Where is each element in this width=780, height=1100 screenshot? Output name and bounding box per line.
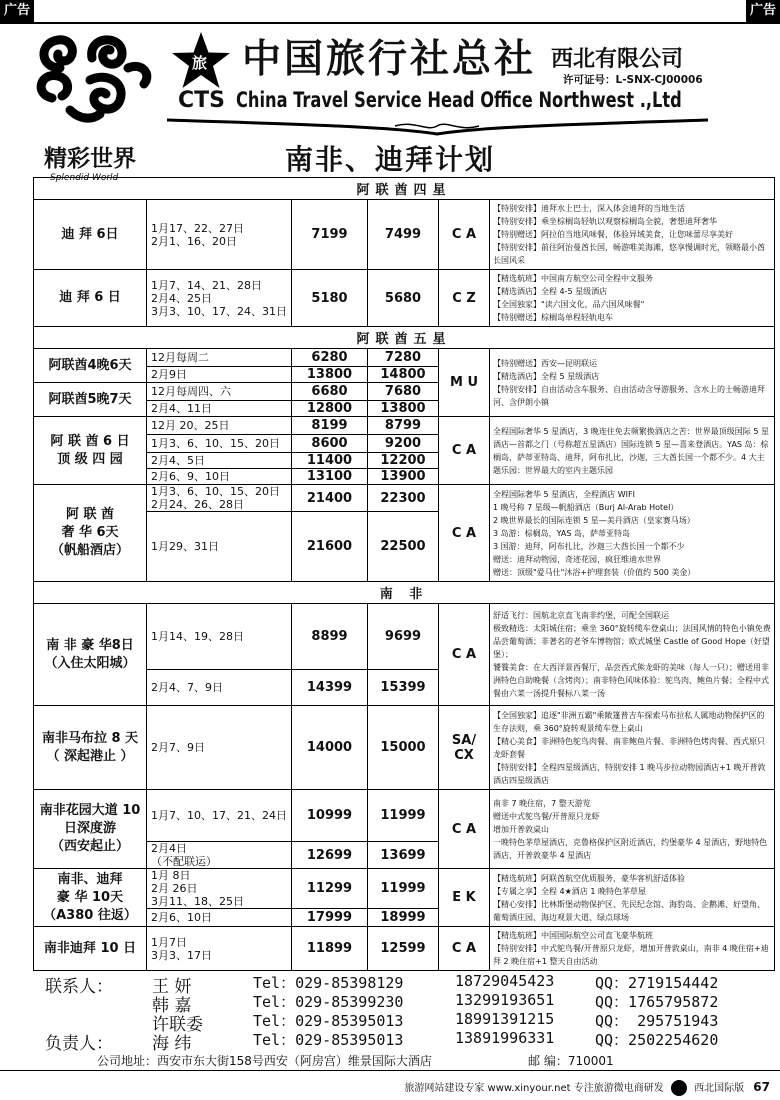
price-alt: 14800	[368, 367, 439, 383]
departure-dates	[147, 512, 292, 582]
tour-name-line: （西安起止）	[50, 839, 129, 854]
price-adult: 11400	[292, 453, 368, 469]
header-rule	[0, 22, 780, 24]
price-adult: 17999	[292, 909, 368, 927]
tour-name: 迪 拜 6 日	[34, 270, 147, 327]
airline-code: E K	[439, 869, 490, 927]
highlight-line: 2 晚世界最长的国际连锁 5 星—美丹酒店（皇家赛马场）	[493, 515, 695, 525]
tour-name-line: （A380 往返）	[43, 907, 137, 923]
cloud-swirl-icon	[30, 28, 160, 128]
date-line: 1月3、6、10、15、20日	[151, 437, 280, 450]
highlight-line: 【精选酒店】全程 4-5 星级酒店	[493, 287, 608, 296]
date-line: 1月17、22、27日	[151, 221, 244, 235]
highlight-line: 【精心美食】非洲特色鸵鸟肉餐、南非鲍鱼片餐、非洲特色烤肉餐、西式原只龙虾套餐	[493, 736, 765, 759]
tour-name	[34, 417, 147, 485]
itinerary-table	[33, 177, 775, 971]
highlight-line: 1 晚号称 7 星级—帆船酒店（Burj Al-Arab Hotel）	[493, 502, 679, 512]
departure-dates	[147, 927, 292, 971]
contact-mobile: 13891996331	[455, 1029, 555, 1047]
date-line: （不配联运）	[151, 855, 217, 868]
highlight-line: 赠送中式鸵鸟餐/开普原只龙虾	[493, 811, 600, 821]
contact-tel: Tel：029-85399230	[253, 993, 404, 1011]
date-line: 2月 26日	[151, 882, 198, 895]
highlight-line: 【精选航班】中国国际航空公司直飞豪华航班	[493, 931, 653, 940]
tour-name	[34, 485, 147, 582]
date-line: 2月4日	[151, 842, 187, 855]
price-alt: 15399	[368, 670, 439, 706]
airline-code: C A	[439, 927, 490, 971]
departure-dates	[147, 670, 292, 706]
contact-row	[35, 1010, 775, 1035]
price-adult: 10999	[292, 790, 368, 842]
highlight-line: 一晚特色茅草屋酒店，克鲁格保护区附近酒店，约堡豪华 4 星酒店，野地特色酒店，开普敦豪华 4 星酒店	[493, 837, 768, 860]
section-row	[34, 582, 775, 604]
footer-brand: 西北国际版	[694, 1083, 745, 1094]
tour-name: 阿联酋5晚7天	[34, 383, 147, 417]
table-row	[34, 790, 775, 842]
star-mark: 旅	[192, 54, 208, 72]
departure-dates	[147, 435, 292, 453]
highlight-line: 【全国独家】追逐"非洲五霸"乘敞篷普吉车探索马布拉私人属地动物保护区的生存法则，乘 360°旋转观景缆车登上桌山	[493, 710, 765, 733]
contact-tel: Tel：029-85395013	[253, 1012, 404, 1030]
departure-dates	[147, 604, 292, 670]
price-adult: 6280	[292, 349, 368, 367]
table-row	[34, 927, 775, 971]
price-alt: 18999	[368, 909, 439, 927]
section-row	[34, 178, 775, 200]
tour-name: 南非迪拜 10 日	[34, 927, 147, 971]
date-line: 1月7日	[151, 935, 187, 949]
highlight-line: 饕餮美食：在大西洋景西餐厅，品尝西式熊龙虾的美味（每人一只）；赠送用非洲特色自助晚餐（含烤肉）；南非特色风味体验：鸵鸟肉、鲍鱼片餐；全程中式餐由六菜一汤提升餐标八菜一汤	[493, 663, 769, 698]
highlight-line: 【全国独家】"读六国文化，品六国风味餐"	[493, 300, 645, 309]
price-adult: 8199	[292, 417, 368, 435]
contact-qq: QQ：2502254620	[595, 1031, 719, 1049]
airline-code: C A	[439, 790, 490, 869]
price-adult: 13100	[292, 469, 368, 485]
section-row	[34, 327, 775, 349]
contact-mobile: 18729045423	[455, 972, 555, 990]
highlight-line: 【特别安排】全程四星级酒店，特别安排 1 晚马步拉动物园酒店+1 晚开普敦酒店四星级酒店	[493, 762, 766, 785]
tour-name-line: 顶 级 四 园	[57, 451, 123, 467]
departure-dates	[147, 453, 292, 469]
price-alt: 22500	[368, 512, 439, 582]
date-line: 3月3、17日	[151, 948, 212, 962]
highlight-line: 3 岛游：棕榈岛，YAS 岛，萨蒂亚特岛	[493, 528, 630, 538]
tour-highlights	[490, 927, 775, 971]
highlight-line: 【特别安排】迪拜水上巴士，深入体会迪拜的当地生活	[493, 204, 685, 213]
footer-logo-icon	[671, 1080, 687, 1096]
highlight-line: 赠送：迪拜动物园，奇迹花园，疯狂维迪水世界	[493, 554, 661, 564]
departure-dates	[147, 842, 292, 869]
footer	[404, 1079, 770, 1096]
section-header: 阿联酋四星	[34, 178, 775, 200]
decorative-wave-icon	[165, 114, 710, 138]
tour-name-line: 奢 华 6天	[61, 525, 119, 540]
tour-highlights	[490, 604, 775, 706]
table-row	[34, 349, 775, 367]
contacts	[35, 972, 775, 1054]
highlight-line: 【特别赠送】阿拉伯当地风味餐，体验异域美食，让您味蕾尽享美好	[493, 230, 733, 239]
brand-cn: 精彩世界	[44, 145, 136, 172]
contact-mobile: 18991391215	[455, 1010, 555, 1028]
section-header: 阿联酋五星	[34, 327, 775, 349]
highlight-line: 全程国际奢华 5 星酒店，全程酒店 WIFI	[493, 489, 635, 499]
date-line: 12月每周二	[151, 351, 209, 364]
page-number: 67	[753, 1080, 770, 1094]
contact-row	[35, 972, 775, 997]
date-line: 1月29、31日	[151, 540, 219, 553]
contact-tel: Tel：029-85395013	[253, 1031, 404, 1049]
highlight-line: 【精选酒店】全程 5 星级酒店	[493, 371, 600, 381]
date-line: 12月每周四、六	[151, 385, 231, 398]
tour-name-line: 阿 联 酋	[65, 507, 115, 522]
airline-line: CX	[454, 747, 474, 763]
highlight-line: 全程国际奢华 5 星酒店，3 晚连住免去频繁换酒店之苦：世界最顶级国际 5 星酒店—首都之门（号称超五星酒店）国际连锁 5 星—喜来登酒店。YAS 岛：棕榈岛，萨蒂亚特岛、迪拜，阿布扎比，沙迦，三大酋长国一个都不少。4 大主题乐园：世界最大的室内主题乐园	[493, 426, 769, 475]
highlight-line: 【精心安排】比林斯堡动物保护区、先民纪念馆、海豹岛、企鹅滩、好望角、葡萄酒庄园、海边观景大道、绿点球场	[493, 899, 765, 922]
date-line: 1月3、6、10、15、20日	[151, 485, 280, 498]
price-adult: 11899	[292, 927, 368, 971]
date-line: 1月7、10、17、21、24日	[151, 809, 287, 822]
table-row	[34, 706, 775, 790]
highlight-line: 【特别赠送】棕榈岛单程轻轨电车	[493, 313, 613, 322]
price-adult: 8600	[292, 435, 368, 453]
price-adult: 12699	[292, 842, 368, 869]
company-address: 公司地址：西安市东大街158号西安（阿房宫）维景国际大酒店	[97, 1054, 432, 1068]
price-adult: 13800	[292, 367, 368, 383]
tour-highlights	[490, 790, 775, 869]
airline-code: C A	[439, 417, 490, 485]
date-line: 2月7、9日	[151, 741, 205, 754]
contact-name: 韩 嘉	[152, 996, 192, 1016]
price-adult: 21400	[292, 485, 368, 512]
airline-line: SA/	[451, 732, 477, 748]
table-row	[34, 270, 775, 327]
price-alt: 13800	[368, 401, 439, 417]
date-line: 2月4、7、9日	[151, 681, 223, 694]
highlight-line: 【专属之享】全程 4★酒店 1 晚特色茅草屋	[493, 886, 646, 896]
highlight-line: 舒适飞行：国航北京直飞南非约堡，可配全国联运	[493, 611, 669, 620]
price-alt: 5680	[368, 270, 439, 327]
highlight-line: 【精选航班】阿联酋航空优质服务，豪华客机舒适体验	[493, 873, 685, 883]
date-line: 1月14、19、28日	[151, 630, 244, 643]
price-alt: 15000	[368, 706, 439, 790]
contact-name: 许联委	[152, 1015, 203, 1035]
highlight-line: 【精选航班】中国南方航空公司全程中文服务	[493, 274, 653, 283]
price-adult: 6680	[292, 383, 368, 401]
highlight-line: 3 国游：迪拜，阿布扎比，沙迦三大酋长国一个都不少	[493, 541, 685, 551]
tour-highlights	[490, 706, 775, 790]
highlight-line: 【特别安排】中式鸵鸟餐/开普原只龙虾，增加开普敦桌山，南非 4 晚住宿+迪拜 2 晚住宿+1 整天自由活动	[493, 944, 769, 966]
highlight-line: 【特别安排】前往阿治曼酋长国，畅游唯美海滩，悠享慢调时光，领略最小酋长国风采	[493, 243, 765, 265]
departure-dates	[147, 417, 292, 435]
footer-rule	[0, 1070, 780, 1071]
airline-code: C Z	[439, 270, 490, 327]
tour-highlights	[490, 349, 775, 417]
price-alt: 11999	[368, 790, 439, 842]
date-line: 2月24、26、28日	[151, 498, 244, 511]
date-line: 2月4、25日	[151, 291, 212, 305]
highlight-line: 【特别安排】乘坐棕榈岛轻轨以观察棕榈岛全貌，奢想迪拜奢华	[493, 217, 717, 226]
tour-name-line: （入住太阳城）	[44, 655, 136, 671]
highlight-line: 【特别安排】自由活动含车服务、自由活动含导游服务、含水上的士畅游迪拜河、含伊朗小镇	[493, 384, 765, 407]
price-alt: 7680	[368, 383, 439, 401]
date-line: 2月6、10日	[151, 911, 212, 924]
contact-name: 海 纬	[152, 1034, 192, 1054]
departure-dates	[147, 706, 292, 790]
tour-name	[34, 706, 147, 790]
price-alt: 9699	[368, 604, 439, 670]
section-header: 南 非	[34, 582, 775, 604]
tour-name-line: （ 深起港止 ）	[46, 748, 134, 764]
price-alt: 11999	[368, 869, 439, 909]
airline-code: C A	[439, 200, 490, 270]
price-adult: 5180	[292, 270, 368, 327]
date-line: 3月11、18、25日	[151, 895, 244, 908]
cts-abbr: CTS	[178, 88, 225, 113]
tour-name	[34, 790, 147, 869]
departure-dates	[147, 401, 292, 417]
price-adult: 12800	[292, 401, 368, 417]
tour-name	[34, 869, 147, 927]
tour-highlights	[490, 869, 775, 927]
brand-en: Splendid World	[50, 173, 119, 183]
highlight-line: 赠送：顶级"爱马仕"沐浴+护理套装（价值约 500 美金）	[493, 567, 696, 577]
price-alt: 12599	[368, 927, 439, 971]
company-cn: 中国旅行社总社	[242, 36, 537, 82]
departure-dates	[147, 469, 292, 485]
highlight-line: 南非 7 晚住宿，7 整天游览	[493, 798, 591, 808]
tour-name: 迪 拜 6日	[34, 200, 147, 270]
price-adult: 11299	[292, 869, 368, 909]
contact-qq: QQ：1765795872	[595, 993, 719, 1011]
departure-dates	[147, 869, 292, 909]
table-row	[34, 604, 775, 670]
contact-tel: Tel：029-85398129	[253, 974, 404, 992]
price-adult: 8899	[292, 604, 368, 670]
airline-code: C A	[439, 604, 490, 706]
departure-dates	[147, 367, 292, 383]
date-line: 2月1、16、20日	[151, 234, 237, 248]
tour-name-line: 南非马布拉 8 天	[41, 730, 139, 746]
price-alt: 9200	[368, 435, 439, 453]
tour-name-line: 日深度游	[63, 821, 116, 836]
airline-code: M U	[439, 349, 490, 417]
contact-row	[35, 1029, 775, 1054]
highlight-line: 极致精选：太阳城住宿；乘坐 360°旋转缆车登桌山；法国风情的特色小镇免费品尝葡萄酒；非著名的老爷车博物馆；欧式城堡 Castle of Good Hope（好望堡）；	[493, 624, 771, 659]
contact-qq: QQ： 295751943	[595, 1012, 719, 1030]
tour-name-line: 阿 联 酋 6 日	[50, 433, 130, 449]
date-line: 2月4、11日	[151, 402, 212, 415]
date-line: 3月3、10、17、24、31日	[151, 304, 287, 318]
departure-dates	[147, 270, 292, 327]
departure-dates	[147, 790, 292, 842]
ad-label-left: 广告	[0, 0, 34, 22]
footer-text: 旅游网站建设专家 www.xinyour.net 专注旅游微电商研发	[404, 1083, 664, 1094]
price-alt: 22300	[368, 485, 439, 512]
airline-code: C A	[439, 485, 490, 582]
date-line: 2月4、5日	[151, 454, 205, 467]
price-alt: 7280	[368, 349, 439, 367]
company-en: China Travel Service Head Office Northwest .,Ltd	[236, 88, 682, 112]
date-line: 2月9日	[151, 368, 187, 381]
price-alt: 13900	[368, 469, 439, 485]
departure-dates	[147, 485, 292, 512]
airline-code	[439, 706, 490, 790]
contact-name: 王 妍	[152, 977, 192, 997]
table-row	[34, 417, 775, 435]
price-alt: 12200	[368, 453, 439, 469]
price-adult: 21600	[292, 512, 368, 582]
tour-name-line: 南非花园大道 10	[39, 803, 141, 818]
tour-name-line: 南非、迪拜	[57, 871, 123, 887]
table-row	[34, 200, 775, 270]
tour-name: 阿联酋4晚6天	[34, 349, 147, 383]
tour-highlights	[490, 200, 775, 270]
highlight-line: 增加开普敦桌山	[493, 824, 549, 834]
price-alt: 7499	[368, 200, 439, 270]
cts-star-logo	[170, 30, 232, 92]
tour-highlights	[490, 270, 775, 327]
ad-label-right: 广告	[746, 0, 780, 22]
tour-name	[34, 604, 147, 706]
tour-highlights	[490, 485, 775, 582]
departure-dates	[147, 200, 292, 270]
page-title: 南非、迪拜计划	[284, 143, 495, 176]
departure-dates	[147, 383, 292, 401]
contact-role: 负责人：	[45, 1034, 113, 1054]
contact-qq: QQ：2719154442	[595, 974, 719, 992]
contact-row	[35, 991, 775, 1016]
date-line: 1月 8日	[151, 869, 191, 882]
price-alt: 8799	[368, 417, 439, 435]
contact-mobile: 13299193651	[455, 991, 555, 1009]
departure-dates	[147, 909, 292, 927]
license-number: 许可证号：L-SNX-CJ00006	[563, 74, 703, 86]
departure-dates	[147, 349, 292, 367]
contact-role: 联系人：	[45, 977, 113, 997]
postcode: 邮 编：710001	[528, 1054, 614, 1068]
price-adult: 14399	[292, 670, 368, 706]
price-alt: 13699	[368, 842, 439, 869]
tour-name-line: 豪 华 10天	[56, 889, 124, 905]
tour-highlights	[490, 417, 775, 485]
table-row	[34, 869, 775, 909]
date-line: 2月6、9、10日	[151, 470, 230, 483]
date-line: 1月7、14、21、28日	[151, 278, 262, 292]
highlight-line: 【特别赠送】西安—昆明联运	[493, 358, 597, 368]
tour-name-line: （帆船酒店）	[50, 543, 129, 558]
date-line: 12月 20、25日	[151, 419, 230, 432]
company-cn-sub: 西北有限公司	[551, 47, 684, 72]
tour-name-line: 南 非 豪 华8日	[46, 637, 134, 653]
price-adult: 14000	[292, 706, 368, 790]
price-adult: 7199	[292, 200, 368, 270]
table-row	[34, 485, 775, 512]
